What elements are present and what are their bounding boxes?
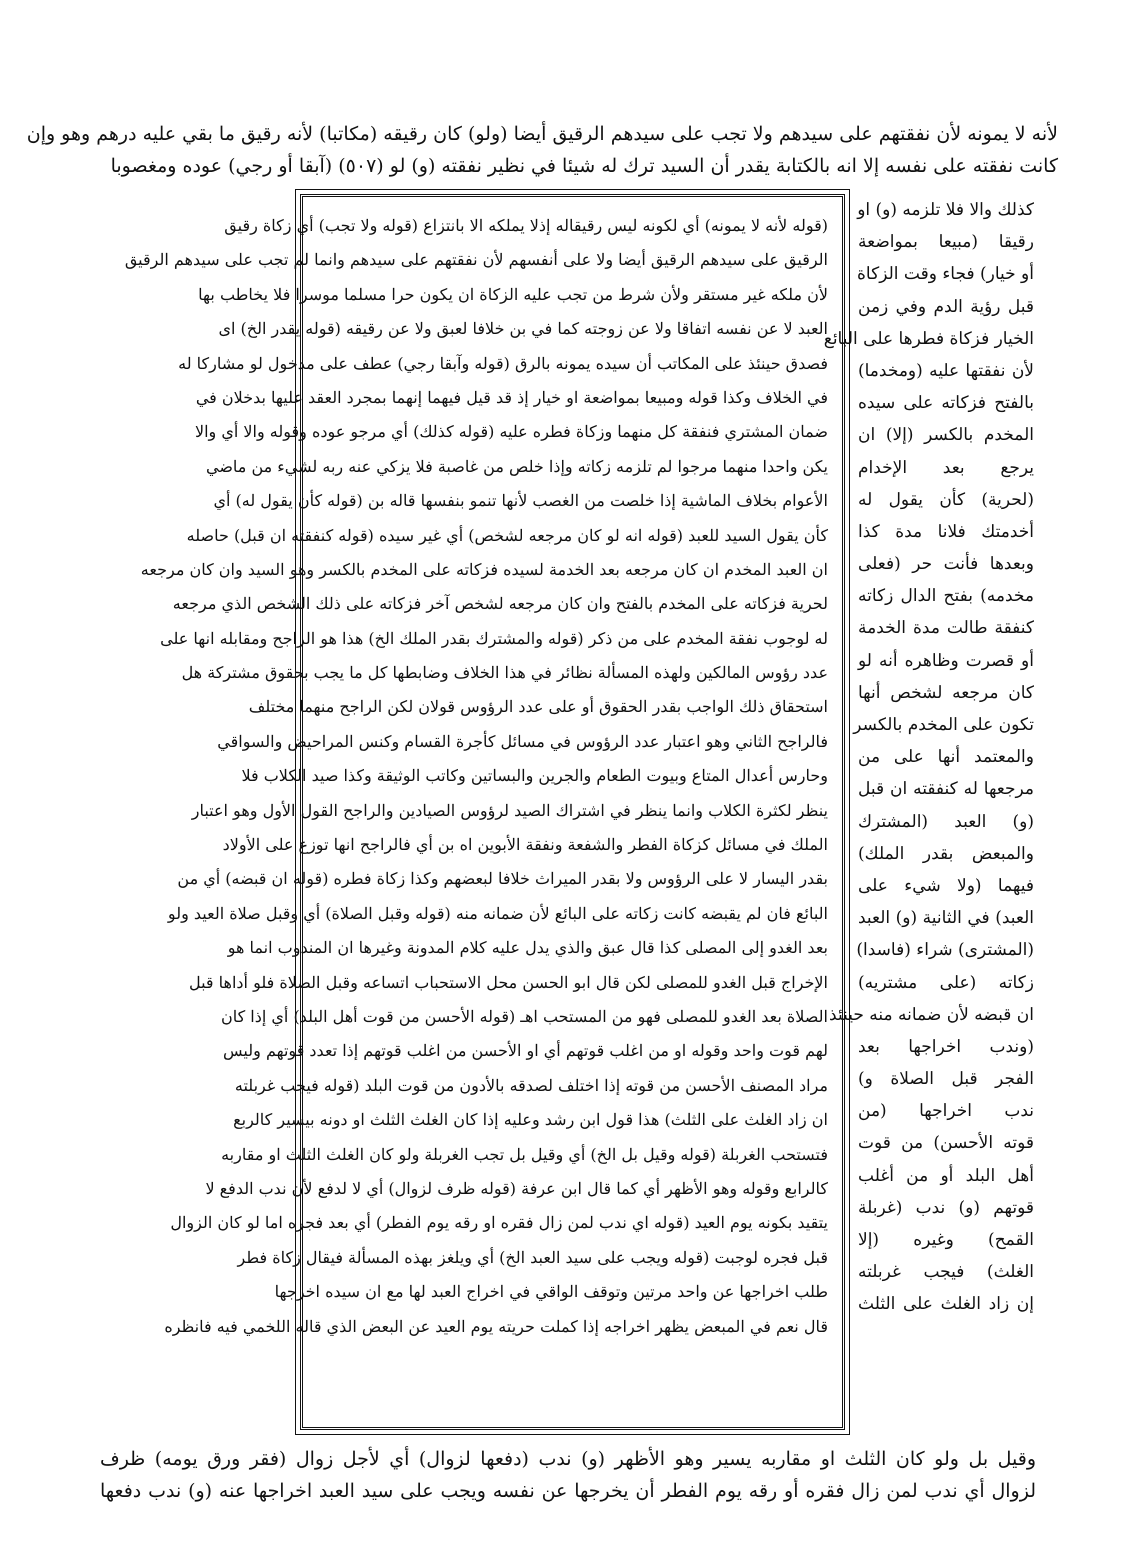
commentary-line: لحرية فزكاته على المخدم بالفتح وان كان مرجعه لشخص آخر فزكاته على ذلك الشخص الذي مرجعه [172,594,828,614]
commentary-line: وحارس أعدال المتاع وبيوت الطعام والجرين والبساتين وكاتب الوثيقة وكذا صيد الكلاب فلا [241,766,828,786]
side-column-line: ان قبضه لأن ضمانه منه حينئذ [829,1004,1034,1025]
commentary-line: ان العبد المخدم ان كان مرجعه بعد الخدمة لسيده فزكاته على المخدم بالكسر وهو السيد وان كان مرجعه [140,559,828,579]
side-column-line: (و) العبد (المشترك [858,811,1034,832]
commentary-line: لهم قوت واحد وقوله او من اغلب قوتهم أي او الأحسن من اغلب قوتهم إذا تعدد قوتهم وليس [223,1041,828,1061]
side-column-line: أو خيار) فجاء وقت الزكاة [857,264,1034,285]
side-column-line: (المشترى) شراء (فاسدا) [856,940,1034,961]
side-column-line: لأن نفقتها عليه (ومخدما) [858,360,1034,381]
commentary-line: الرقيق على سيدهم الرقيق أيضا ولا على أنفسهم لأن نفقتهم على سيدهم وانما لم تجب على سيدهم الرقيق [124,250,828,270]
side-column-line: كنفقة طالت مدة الخدمة [858,618,1034,639]
main-text-line: لزوال أي ندب لمن زال فقره أو رقه يوم الفطر أن يخرجها عن نفسه ويجب على سيد العبد اخراجها عنه (و) ندب دفعها [100,1480,1036,1502]
side-column-line: يرجع بعد الإخدام [858,457,1034,478]
commentary-line: كأن يقول السيد للعبد (قوله انه لو كان مرجعه لشخص) أي غير سيده (قوله كنفقته ان قبل) حاصله [186,525,828,545]
side-column-line: قبل رؤية الدم وفي زمن [858,296,1034,317]
commentary-line: يكن واحدا منهما مرجوا لم تلزمه زكاته وإذا خلص من غاصبة فلا يزكي عنه ربه لشيء من ماضي [205,456,828,476]
commentary-line: لأن ملكه غير مستقر ولأن شرط من تجب عليه الزكاة ان يكون حرا مسلما موسرا فلا يخاطب بها [198,284,828,304]
side-column-line: زكاته (على مشتريه) [858,972,1034,993]
side-column-line: والمعتمد أنها على من [858,747,1034,768]
main-text-line: كانت نفقته على نفسه إلا انه بالكتابة يقدر أن السيد ترك له شيئا في نظير نفقته (و) لو (٥٠٧) (آبقا أو رجي) عوده ومغصوبا [110,155,1058,177]
commentary-line: (قوله لأنه لا يمونه) أي لكونه ليس رقيقاله إذلا يملكه الا بانتزاع (قوله ولا تجب) أي زكاة رقيق [224,216,828,235]
side-column-line: أو قصرت وظاهره أنه لو [858,650,1034,671]
side-column-line: أخدمتك فلانا مدة كذا [858,521,1034,542]
side-column-line: القمح) وغيره (إلا [858,1230,1034,1250]
main-text-line: وقيل بل ولو كان الثلث او مقاربه يسير وهو الأظهر (و) ندب (دفعها لزوال) أي لأجل زوال (فقر ورق يومه) ظرف [100,1448,1036,1470]
commentary-line: الأعوام بخلاف الماشية إذا خلصت من الغصب لأنها تنمو بنفسها قاله بن (قوله كأن يقول له) أي [213,491,828,511]
side-column-text [823,194,1034,1321]
commentary-line: ضمان المشتري فنفقة كل منهما وزكاة فطره عليه (قوله كذلك) أي مرجو عوده وقوله والا أي والا [194,422,828,442]
side-column-line: والمبعض بقدر الملك) [858,843,1034,864]
side-column-line: (وندب اخراجها بعد [858,1036,1034,1057]
commentary-line: فتستحب الغربلة (قوله وقيل بل الخ) أي وقيل بل تجب الغربلة ولو كان الغلث الثلث او مقاربه [221,1144,828,1164]
commentary-line: الإخراج قبل الغدو للمصلى لكن قال ابو الحسن محل الاستحباب اتساعه وقبل الصلاة فلو أداها قبل [188,972,828,992]
commentary-line: بعد الغدو إلى المصلى كذا قال عبق والذي يدل عليه كلام المدونة وغيرها ان المندوب انما هو [227,938,828,958]
commentary-line: كالرابع وقوله وهو الأظهر أي كما قال ابن عرفة (قوله ظرف لزوال) أي لا لدفع لأن ندب الدفع لا [205,1178,828,1198]
side-column-line: وبعدها فأنت حر (فعلى [858,554,1034,575]
side-column-line: قوته الأحسن) من قوت [858,1133,1034,1154]
side-column-line: العبد) في الثانية (و) العبد [858,908,1034,929]
commentary-line: البائع فان لم يقبضه كانت زكاته على البائع لأن ضمانه منه (قوله وقبل الصلاة) أي وقبل صلاة العيد ولو [167,903,828,923]
commentary-line: له لوجوب نفقة المخدم على من ذكر (قوله والمشترك بقدر الملك الخ) هذا هو الراجح ومقابله انها على [160,628,828,648]
side-column-line: رقيقا (مبيعا بمواضعة [858,232,1034,253]
side-column-line: كان مرجعه لشخص أنها [858,682,1034,703]
side-column-line: بالفتح فزكاته على سيده [858,393,1034,414]
side-column-line: المخدم بالكسر (إلا) ان [858,425,1034,446]
commentary-line: قال نعم في المبعض يظهر اخراجه إذا كملت حريته يوم العيد عن البعض الذي قاله اللخمي فيه فانظره [164,1316,828,1336]
side-column-line: إن زاد الغلث على الثلث [858,1294,1034,1315]
side-column-line: قوتهم (و) ندب (غربلة [858,1197,1034,1218]
side-column-line: الخيار فزكاة فطرها على البائع [823,328,1034,349]
side-column-line: ندب اخراجها (من [858,1101,1034,1122]
side-column-line: الفجر قبل الصلاة و) [858,1069,1034,1090]
commentary-line: مراد المصنف الأحسن من قوته إذا اختلف لصدقه بالأدون من قوت البلد (قوله فيجب غربلته [234,1075,828,1095]
commentary-text [124,209,828,1344]
commentary-line: ان زاد الغلث على الثلث) هذا قول ابن رشد وعليه إذا كان الغلث الثلث او دونه بيسير كالربع [233,1110,828,1130]
main-text-line: لأنه لا يمونه لأن نفقتهم على سيدهم ولا تجب على سيدهم الرقيق أيضا (ولو) كان رقيقه (مكاتبا) لأنه رقيق ما بقي عليه درهم وهو وإن [26,123,1058,145]
side-column-line: مرجعها له كنفقته ان قبل [858,779,1034,800]
commentary-line: يتقيد بكونه يوم العيد (قوله اي ندب لمن زال فقره او رقه يوم الفطر) أي بعد فجره اما لو كان الزوال [170,1213,828,1233]
side-column-line: كذلك والا فلا تلزمه (و) او [857,200,1034,220]
side-column-line: فيهما (ولا شيء على [858,875,1034,896]
main-text-bottom [100,1443,1036,1507]
commentary-line: الملك في مسائل كزكاة الفطر والشفعة ونفقة الأبوين اه بن أي فالراجح انها توزع على الأولاد [222,835,828,855]
commentary-line: العبد لا عن نفسه اتفاقا ولا عن زوجته كما في بن خلافا لعبق ولا عن رقيقه (قوله يقدر الخ) اى [218,319,828,339]
main-text-top [26,118,1058,182]
side-column-line: أهل البلد أو من أغلب [858,1165,1034,1186]
commentary-line: بقدر اليسار لا على الرؤوس ولا بقدر الميراث خلافا لبعضهم وكذا زكاة فطره (قوله ان قبضه) أي من [177,869,828,889]
side-column-line: مخدمه) بفتح الدال زكاته [858,586,1034,607]
commentary-line: استحقاق ذلك الواجب بقدر الحقوق أو على عدد الرؤوس قولان لكن الراجح منهما مختلف [248,697,828,717]
commentary-line: فصدق حينئذ على المكاتب أن سيده يمونه بالرق (قوله وآبقا رجي) عطف على مدخول لو مشاركا له [178,353,828,373]
side-column-line: الغلث) فيجب غربلته [858,1262,1034,1283]
commentary-line: عدد رؤوس المالكين ولهذه المسألة نظائر في هذا الخلاف وضابطها كل ما يجب بحقوق مشتركة هل [181,663,828,683]
commentary-line: طلب اخراجها عن واحد مرتين وتوقف الواقي في اخراج العبد لها مع ان سيده اخرجها [274,1282,828,1302]
commentary-line: فالراجح الثاني وهو اعتبار عدد الرؤوس في مسائل كأجرة القسام وكنس المراحيض والسواقي [217,731,828,751]
commentary-line: قبل فجره لوجبت (قوله ويجب على سيد العبد الخ) أي ويلغز بهذه المسألة فيقال زكاة فطر [237,1247,828,1267]
side-column-line: تكون على المخدم بالكسر [853,715,1034,735]
commentary-line: الصلاة بعد الغدو للمصلى فهو من المستحب اهـ (قوله الأحسن من قوت أهل البلد) أي إذا كان [220,1006,828,1026]
commentary-line: ينظر لكثرة الكلاب وانما ينظر في اشتراك الصيد لرؤوس الصيادين والراجح القول الأول وهو اعتبار [191,800,828,820]
commentary-line: في الخلاف وكذا قوله ومبيعا بمواضعة او خيار إذ قد قيل فيهما إنهما بمجرد العقد عليها بدخلان في [195,387,828,407]
side-column-line: (لحرية) كأن يقول له [858,489,1034,510]
commentary-frame [124,194,845,1430]
